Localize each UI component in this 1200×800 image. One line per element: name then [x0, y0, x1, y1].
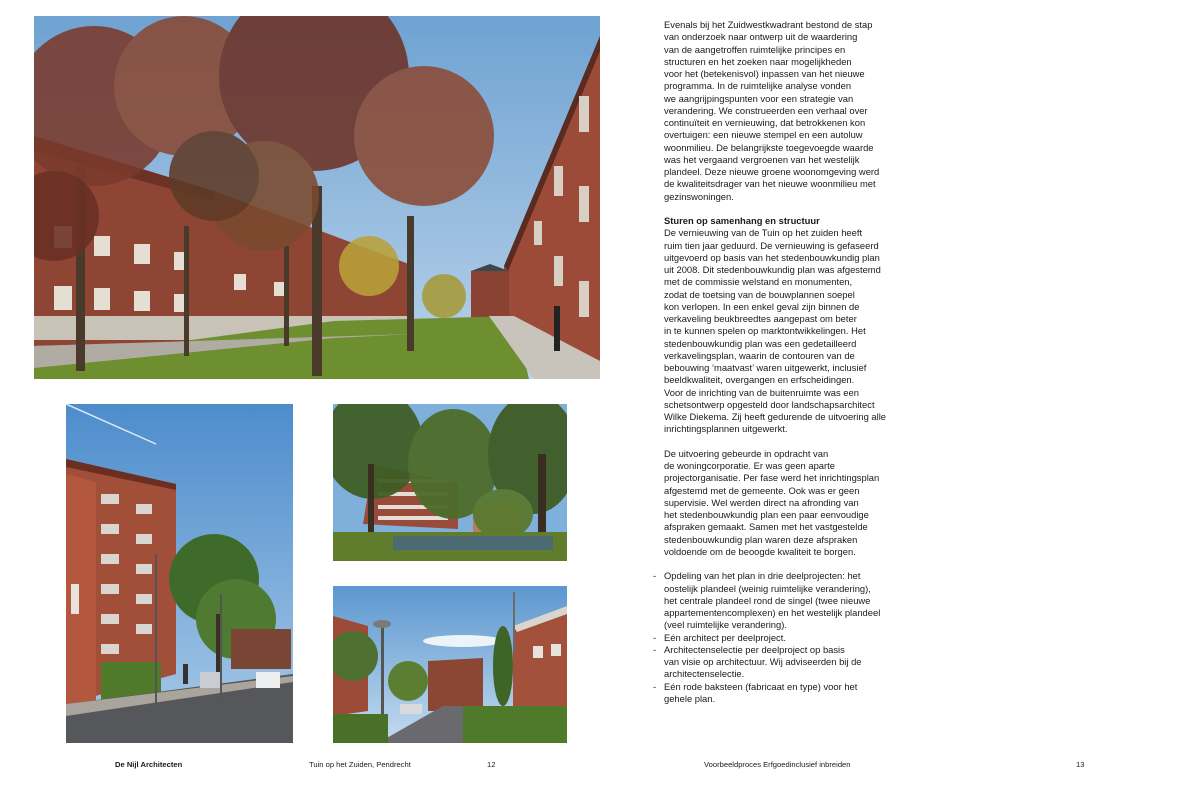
- bullet-dash: -: [653, 643, 657, 655]
- bullet-dash: -: [653, 631, 657, 643]
- list-item: - Eén architect per deelproject.: [653, 631, 786, 643]
- section-heading: Sturen op samenhang en structuur: [664, 215, 820, 226]
- bullet-dash: -: [653, 570, 657, 582]
- list-item: - Eén rode baksteen (fabricaat en type) voor het gehele plan.: [653, 680, 858, 704]
- bullet-dash: -: [653, 680, 657, 692]
- intro-paragraph: Evenals bij het Zuidwestkwadrant bestond de stap van onderzoek naar ontwerp uit de waardering van de aangetroffen ruimtelijke principes en structuren en het zoeken naar mogelijkheden voor het (betekenisvol) inpassen van het nieuwe programma. In de ruimtelijke analyse vonden we aangrijpingspunten voor een strategie van verandering. We construeerden een verhaal over continuïteit en vernieuwing, dat betrokkenen kon overtuigen: een nieuwe stempel en een autoluw woonmilieu. De belangrijkste toegevoegde waarde was het vergaand vergroenen van het westelijk plandeel. Deze nieuwe groene woonomgeving werd de kwaliteitsdrager van het nieuwe woonmilieu met gezinswoningen.: [664, 19, 880, 202]
- page-number-left: 12: [487, 760, 496, 769]
- section-paragraph-2: De uitvoering gebeurde in opdracht van de woningcorporatie. Er was geen aparte projectorganisatie. Per fase werd het inrichtingsplan afgestemd met de gemeente. Ook was er geen supervisie. Wel werden direct na afronding van het stedenbouwkundig plan een paar eenvoudige afspraken gemaakt. Samen met het vastgestelde stedenbouwkundig plan waren deze afspraken voldoende om de beoogde kwaliteit te borgen.: [664, 447, 880, 557]
- photo-canal-willows: [333, 404, 567, 561]
- photo-residential-street: [333, 586, 567, 743]
- footer-brand: De Nijl Architecten: [115, 760, 183, 769]
- photo-street-trees: [34, 16, 600, 379]
- photo-apartment-street: [66, 404, 293, 743]
- list-item: - Opdeling van het plan in drie deelprojecten: het oostelijk plandeel (weinig ruimtelijke verandering), het centrale plandeel rond de singel (twee nieuwe appartementencomplexen) en het westelijk plandeel (veel ruimtelijke verandering).: [653, 570, 881, 631]
- section-paragraph-1: De vernieuwing van de Tuin op het zuiden heeft ruim tien jaar geduurd. De vernieuwing is gefaseerd uitgevoerd op basis van het stedenbouwkundig plan uit 2008. Dit stedenbouwkundig plan was afgestemd met de commissie welstand en monumenten, zodat de toetsing van de bouwplannen soepel kon verlopen. In een enkel geval zijn binnen de verkaveling beukbreedtes aangepast om beter in te kunnen spelen op marktontwikkelingen. Het stedenbouwkundig plan was een gedetailleerd verkavelingsplan, waarin de contouren van de bebouwing ‘maatvast’ waren uitgewerkt, inclusief beeldkwaliteit, overgangen en erfscheidingen. Voor de inrichting van de buitenruimte was een schetsontwerp opgesteld door landschapsarchitect Wilke Diekema. Zij heeft gedurende de uitvoering alle inrichtingsplannen uitgewerkt.: [664, 227, 886, 435]
- article-body: [653, 19, 904, 705]
- footer-publication-title: Voorbeeldproces Erfgoedinclusief inbreiden: [704, 760, 851, 769]
- page-number-right: 13: [1076, 760, 1085, 769]
- agreements-list: [653, 570, 904, 705]
- footer-project-title: Tuin op het Zuiden, Pendrecht: [309, 760, 411, 769]
- list-item: - Architectenselectie per deelproject op basis van visie op architectuur. Wij adviseerden bij de architectenselectie.: [653, 643, 862, 680]
